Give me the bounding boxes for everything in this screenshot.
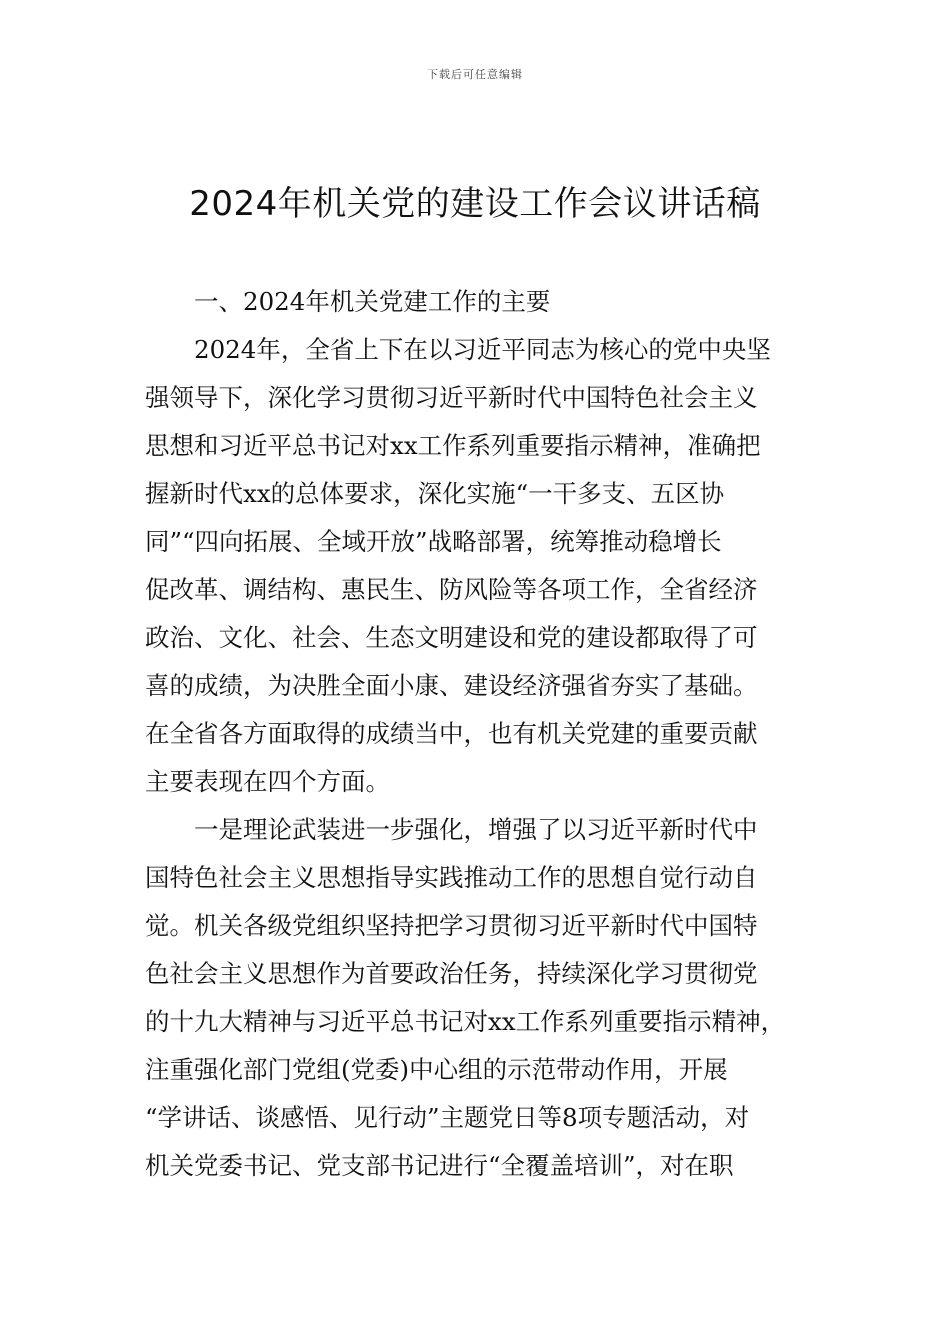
paragraph-line: 思想和习近平总书记对xx工作系列重要指示精神，准确把 — [145, 431, 761, 460]
paragraph-line: 主要表现在四个方面。 — [145, 767, 390, 796]
document-body — [145, 278, 815, 1190]
paragraph-line: 同”“四向拓展、全域开放”战略部署，统筹推动稳增长 — [145, 527, 722, 556]
paragraph-line: 觉。机关各级党组织坚持把学习贯彻习近平新时代中国特 — [145, 911, 758, 940]
document-title: 2024年机关党的建设工作会议讲话稿 — [189, 184, 761, 224]
paragraph-line: 机关党委书记、党支部书记进行“全覆盖培训”，对在职 — [145, 1151, 734, 1180]
paragraph-line: 的十九大精神与习近平总书记对xx工作系列重要指示精神， — [145, 1007, 786, 1036]
paragraph-line: 注重强化部门党组(党委)中心组的示范带动作用，开展 — [145, 1055, 728, 1084]
paragraph-line: 喜的成绩，为决胜全面小康、建设经济强省夯实了基础。 — [145, 671, 758, 700]
paragraph-line: 强领导下，深化学习贯彻习近平新时代中国特色社会主义 — [145, 383, 758, 412]
section-heading: 一、2024年机关党建工作的主要 — [194, 287, 551, 316]
paragraph-line: 色社会主义思想作为首要政治任务，持续深化学习贯彻党 — [145, 959, 758, 988]
paragraph-line: “学讲话、谈感悟、见行动”主题党日等8项专题活动，对 — [145, 1103, 750, 1132]
paragraph-line: 国特色社会主义思想指导实践推动工作的思想自觉行动自 — [145, 863, 758, 892]
paragraph-line: 促改革、调结构、惠民生、防风险等各项工作，全省经济 — [145, 575, 758, 604]
paragraph-line: 握新时代xx的总体要求，深化实施“一干多支、五区协 — [145, 479, 725, 508]
paragraph-line: 政治、文化、社会、生态文明建设和党的建设都取得了可 — [145, 623, 758, 652]
header-note: 下载后可任意编辑 — [427, 68, 523, 81]
paragraph-line: 2024年，全省上下在以习近平同志为核心的党中央坚 — [194, 335, 771, 364]
paragraph-line: 一是理论武装进一步强化，增强了以习近平新时代中 — [194, 815, 758, 844]
paragraph-line: 在全省各方面取得的成绩当中，也有机关党建的重要贡献 — [145, 719, 758, 748]
